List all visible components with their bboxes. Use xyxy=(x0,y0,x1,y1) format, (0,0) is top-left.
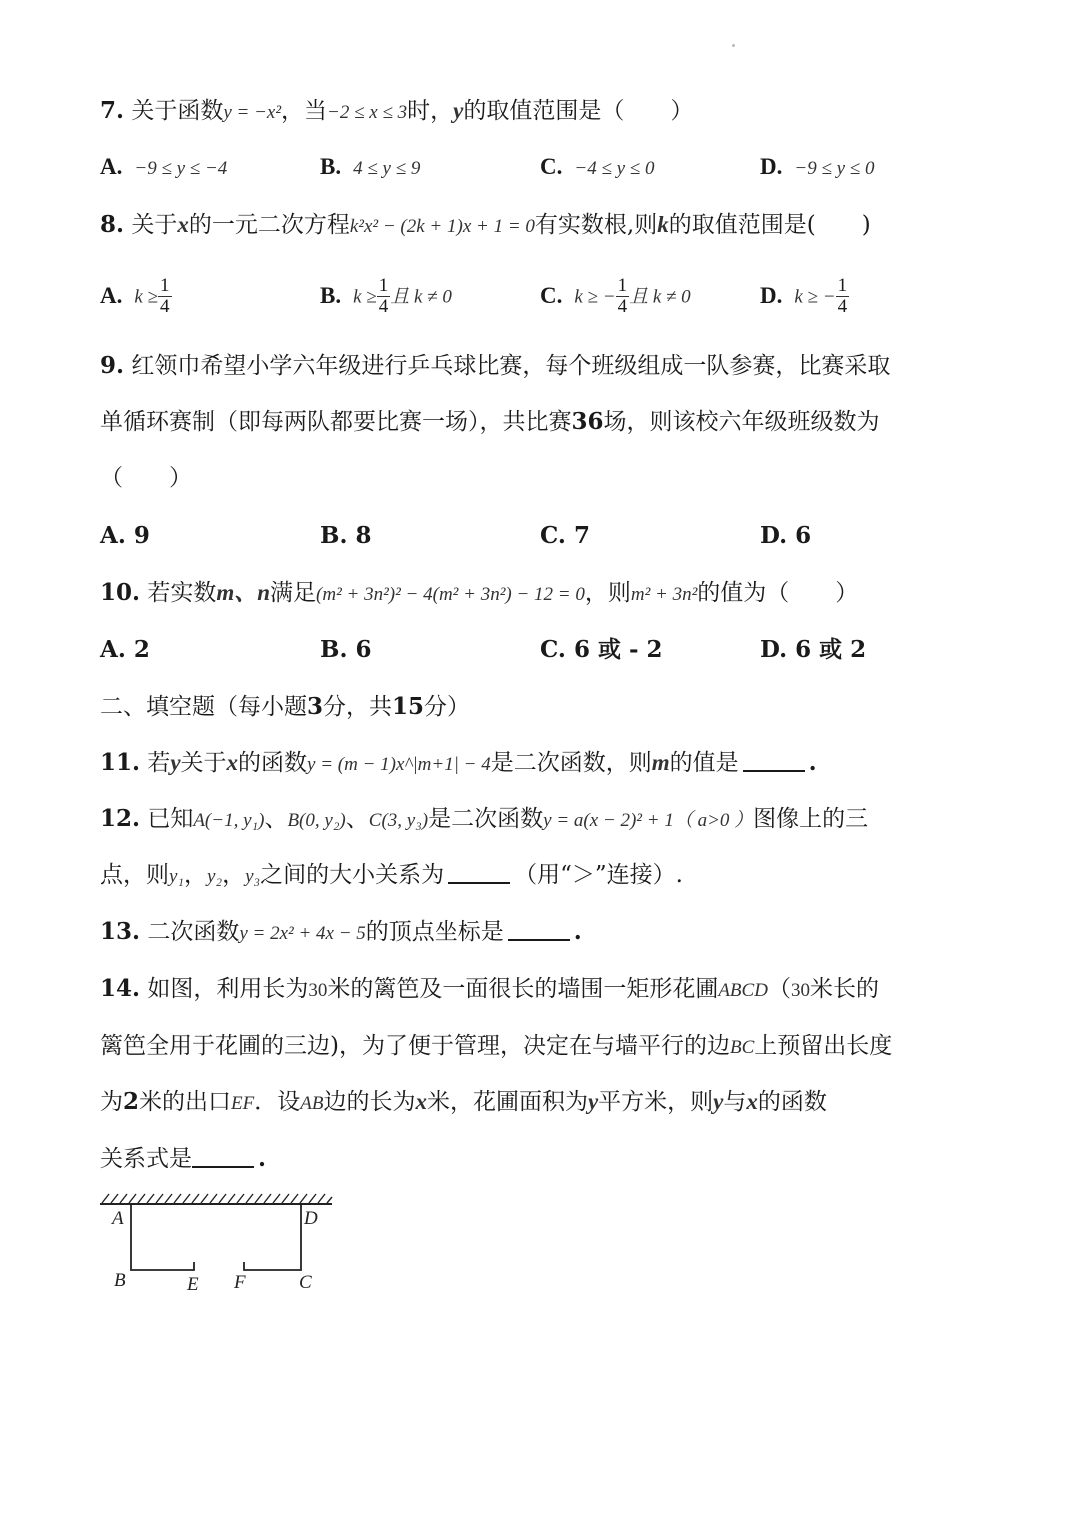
question-14-line-4 xyxy=(100,1142,984,1176)
question-9-line-3 xyxy=(100,461,984,495)
q9-option-d xyxy=(760,519,811,553)
q14-side-bc: BC xyxy=(729,1037,755,1058)
answer-blank xyxy=(192,1144,254,1168)
option-label: C. xyxy=(540,154,563,179)
section-heading xyxy=(100,690,984,724)
answer-blank xyxy=(508,917,570,941)
numerator: 1 xyxy=(160,275,170,296)
option-expr: −9 ≤ y ≤ −4 xyxy=(134,158,228,179)
question-14-line-2 xyxy=(100,1029,984,1065)
q12-sep: 、 xyxy=(264,806,288,832)
option-label: D. xyxy=(760,282,783,308)
q10-text-tail: 的值为（ ） xyxy=(697,580,859,606)
q11-text-post: 是二次函数，则 xyxy=(490,750,652,776)
fraction xyxy=(377,276,391,317)
q12-text-tail: 图像上的三 xyxy=(753,806,869,832)
q14-exit-length: 2 xyxy=(123,1088,140,1115)
fraction xyxy=(836,276,850,317)
numerator: 1 xyxy=(378,275,389,296)
q14-var-y: y xyxy=(587,1089,599,1114)
q10-option-d xyxy=(760,633,866,667)
q14-end: . xyxy=(258,1145,267,1172)
option-expr: 9 xyxy=(133,522,150,549)
option-expr: 7 xyxy=(573,522,590,549)
q9-text-2a: 单循环赛制（即每两队都要比赛一场），共比赛 xyxy=(100,409,572,435)
question-number: 7. xyxy=(100,97,125,124)
q14-var-x: x xyxy=(415,1089,427,1114)
q10-option-c xyxy=(540,633,663,667)
q8-text-post: 有实数根,则 xyxy=(534,212,658,238)
question-14-line-3 xyxy=(100,1085,984,1121)
fraction xyxy=(158,276,172,317)
q14-text: 平方米，则 xyxy=(598,1089,714,1115)
option-label: D. xyxy=(760,636,788,663)
q10-equation: (m² + 3n²)² − 4(m² + 3n²) − 12 = 0 xyxy=(316,584,585,605)
q14-text: 关系式是 xyxy=(100,1146,192,1172)
question-number: 12. xyxy=(100,805,141,832)
section-points: 3 xyxy=(307,693,324,720)
q8-var: x xyxy=(177,212,189,237)
section-text-post: 分） xyxy=(424,694,471,720)
q11-text-pre: 若 xyxy=(147,750,171,776)
q12-comma: ， xyxy=(222,862,246,888)
option-post: 且 k ≠ 0 xyxy=(390,286,452,308)
q8-text-mid: 的一元二次方程 xyxy=(188,212,350,238)
option-label: C. xyxy=(540,636,566,663)
q7-option-b xyxy=(320,150,420,186)
q9-text-2c: 场，则该校六年级班级数为 xyxy=(603,409,880,435)
q13-text-tail: 的顶点坐标是 xyxy=(365,919,504,945)
label-b: B xyxy=(114,1270,126,1291)
q14-text: 的函数 xyxy=(757,1089,827,1115)
q10-text-post: ，则 xyxy=(584,580,631,606)
option-label: D. xyxy=(760,154,783,179)
q12-sep: 、 xyxy=(345,806,369,832)
option-label: D. xyxy=(760,522,788,549)
q12-text-2c: （用“＞”连接）. xyxy=(514,862,683,888)
q8-text-pre: 关于 xyxy=(131,212,178,238)
q14-text: 米，花圃面积为 xyxy=(426,1089,588,1115)
q7-option-c xyxy=(540,150,655,186)
q7-text-post: 时， xyxy=(407,98,454,124)
question-number: 9. xyxy=(100,352,125,379)
option-pre: k ≥ − xyxy=(574,286,616,308)
q11-function: y = (m − 1)x^|m+1| − 4 xyxy=(307,754,491,775)
question-12-line-2 xyxy=(100,858,984,894)
q7-text-mid: ，当 xyxy=(281,98,328,124)
q14-text: 如图，利用长为 xyxy=(147,976,309,1002)
q12-y1: y₁ xyxy=(169,866,185,887)
option-expr: 8 xyxy=(355,522,372,549)
q14-text: 与 xyxy=(723,1089,747,1115)
option-pre: k ≥ xyxy=(353,286,377,308)
question-number: 13. xyxy=(100,918,141,945)
q11-text-mid1: 关于 xyxy=(180,750,227,776)
question-14-line-1 xyxy=(100,972,984,1008)
answer-blank xyxy=(448,860,510,884)
q8-option-c xyxy=(540,276,691,317)
option-expr: 2 xyxy=(133,636,150,663)
q10-vars: m、n xyxy=(216,580,271,605)
option-expr: 6 xyxy=(355,636,372,663)
answer-blank xyxy=(743,748,805,772)
q12-function: y = a(x − 2)² + 1 xyxy=(543,810,674,831)
q9-option-b xyxy=(320,519,371,553)
label-f: F xyxy=(234,1272,246,1293)
q12-y3: y₃ xyxy=(245,866,261,887)
q14-text: 边的长为 xyxy=(323,1089,416,1115)
numerator: 1 xyxy=(837,275,848,296)
question-number: 10. xyxy=(100,579,141,606)
q13-function: y = 2x² + 4x − 5 xyxy=(239,923,366,944)
q10-expression: m² + 3n² xyxy=(630,584,698,605)
option-label: B. xyxy=(320,636,348,663)
q14-text: ．设 xyxy=(254,1089,301,1115)
question-number: 8. xyxy=(100,211,125,238)
q14-side-ab: AB xyxy=(300,1093,324,1114)
option-expr: −9 ≤ y ≤ 0 xyxy=(794,158,875,179)
q11-var-x: x xyxy=(226,750,239,775)
q10-option-b xyxy=(320,633,371,667)
option-expr: −4 ≤ y ≤ 0 xyxy=(574,158,655,179)
q12-point-a: A(−1, y₁) xyxy=(193,810,265,831)
option-label: C. xyxy=(540,282,563,308)
q7-condition: −2 ≤ x ≤ 3 xyxy=(327,102,408,123)
denominator: 4 xyxy=(617,296,628,317)
q9-option-c xyxy=(540,519,590,553)
q12-text-mid: 是二次函数 xyxy=(428,806,544,832)
label-c: C xyxy=(299,1272,312,1293)
question-13 xyxy=(100,915,984,951)
q11-var-m: m xyxy=(651,750,670,775)
q14-var-x: x xyxy=(746,1089,758,1114)
q14-exit-ef: EF xyxy=(231,1093,255,1114)
q11-var-y: y xyxy=(170,750,181,775)
q8-option-b xyxy=(320,276,452,317)
question-11 xyxy=(100,746,984,782)
label-e: E xyxy=(187,1274,199,1295)
q8-var2: k xyxy=(657,212,669,237)
q13-end: . xyxy=(573,918,582,945)
q8-text-tail: 的取值范围是( ) xyxy=(668,212,871,238)
section-text-pre: 二、填空题（每小题 xyxy=(100,694,307,720)
question-7 xyxy=(100,94,984,130)
q14-text: 为 xyxy=(100,1089,123,1115)
q7-var: y xyxy=(453,98,464,123)
fence xyxy=(131,1204,301,1270)
q14-text: 上预留出长度 xyxy=(754,1033,893,1059)
q12-point-c: C(3, y₃) xyxy=(368,810,429,831)
option-label: A. xyxy=(100,154,123,179)
q12-text-2a: 点，则 xyxy=(100,862,169,888)
option-label: A. xyxy=(100,636,126,663)
q14-text: 米的篱笆及一面很长的墙围一矩形花圃 xyxy=(327,976,719,1002)
q7-text-pre: 关于函数 xyxy=(131,98,224,124)
denominator: 4 xyxy=(378,296,389,317)
q11-text-tail: 的值是 xyxy=(669,750,739,776)
denominator: 4 xyxy=(160,296,170,317)
q10-option-a xyxy=(100,633,150,667)
label-d: D xyxy=(304,1208,318,1229)
q14-length: 30 xyxy=(790,980,810,1001)
q9-text-1: 红领巾希望小学六年级进行乒乓球比赛，每个班级组成一队参赛，比赛采取 xyxy=(131,353,891,379)
question-9-line-2 xyxy=(100,405,984,439)
option-label: A. xyxy=(100,522,126,549)
q14-rect-name: ABCD xyxy=(718,980,768,1001)
option-post: 且 k ≠ 0 xyxy=(629,286,691,308)
q7-text-tail: 的取值范围是（ ） xyxy=(463,98,694,124)
option-expr: 6 xyxy=(795,522,812,549)
scan-speck xyxy=(732,44,735,47)
q8-option-a xyxy=(100,276,172,317)
q12-y2: y₂ xyxy=(207,866,223,887)
option-label: A. xyxy=(100,282,123,308)
question-10 xyxy=(100,576,984,612)
option-label: B. xyxy=(320,522,348,549)
q12-text-pre: 已知 xyxy=(147,806,194,832)
numerator: 1 xyxy=(617,275,628,296)
q14-var-y: y xyxy=(713,1089,724,1114)
label-a: A xyxy=(112,1208,124,1229)
q9-option-a xyxy=(100,519,150,553)
q7-option-a xyxy=(100,150,227,186)
question-number: 14. xyxy=(100,975,141,1002)
q7-function: y = −x² xyxy=(223,102,282,123)
option-pre: k ≥ xyxy=(134,286,158,308)
q12-point-b: B(0, y₂) xyxy=(287,810,346,831)
garden-diagram xyxy=(96,1190,336,1300)
fraction xyxy=(616,276,630,317)
wall xyxy=(100,1194,332,1204)
denominator: 4 xyxy=(837,296,848,317)
option-label: B. xyxy=(320,282,342,308)
question-9-line-1 xyxy=(100,349,984,383)
q12-comma: ， xyxy=(184,862,208,888)
q14-text: 米长的 xyxy=(809,976,879,1002)
option-label: B. xyxy=(320,154,342,179)
q7-option-d xyxy=(760,150,875,186)
q14-text: 篱笆全用于花圃的三边)，为了便于管理，决定在与墙平行的边 xyxy=(100,1033,730,1059)
q11-end: . xyxy=(808,749,817,776)
q11-text-mid2: 的函数 xyxy=(238,750,308,776)
q14-length: 30 xyxy=(308,980,328,1001)
question-8 xyxy=(100,208,984,244)
q13-text-pre: 二次函数 xyxy=(147,919,240,945)
section-text-mid: 分，共 xyxy=(323,694,393,720)
q14-text: 米的出口 xyxy=(139,1089,232,1115)
question-12-line-1 xyxy=(100,802,984,838)
option-expr: 6 或 ‑ 2 xyxy=(573,636,663,663)
q12-condition: （ a>0 ） xyxy=(673,810,754,831)
q9-text-3: （ ） xyxy=(100,465,192,491)
option-expr: 4 ≤ y ≤ 9 xyxy=(353,158,421,179)
section-total: 15 xyxy=(392,693,425,720)
q9-number: 36 xyxy=(571,408,604,435)
q10-text-pre: 若实数 xyxy=(147,580,217,606)
q8-option-d xyxy=(760,276,849,317)
question-number: 11. xyxy=(100,749,141,776)
option-expr: 6 或 2 xyxy=(795,636,867,663)
q12-text-2b: 之间的大小关系为 xyxy=(260,862,445,888)
q10-text-mid: 满足 xyxy=(270,580,317,606)
q14-text: （ xyxy=(767,976,791,1002)
option-label: C. xyxy=(540,522,566,549)
q8-equation: k²x² − (2k + 1)x + 1 = 0 xyxy=(349,216,535,237)
option-pre: k ≥ − xyxy=(794,286,836,308)
